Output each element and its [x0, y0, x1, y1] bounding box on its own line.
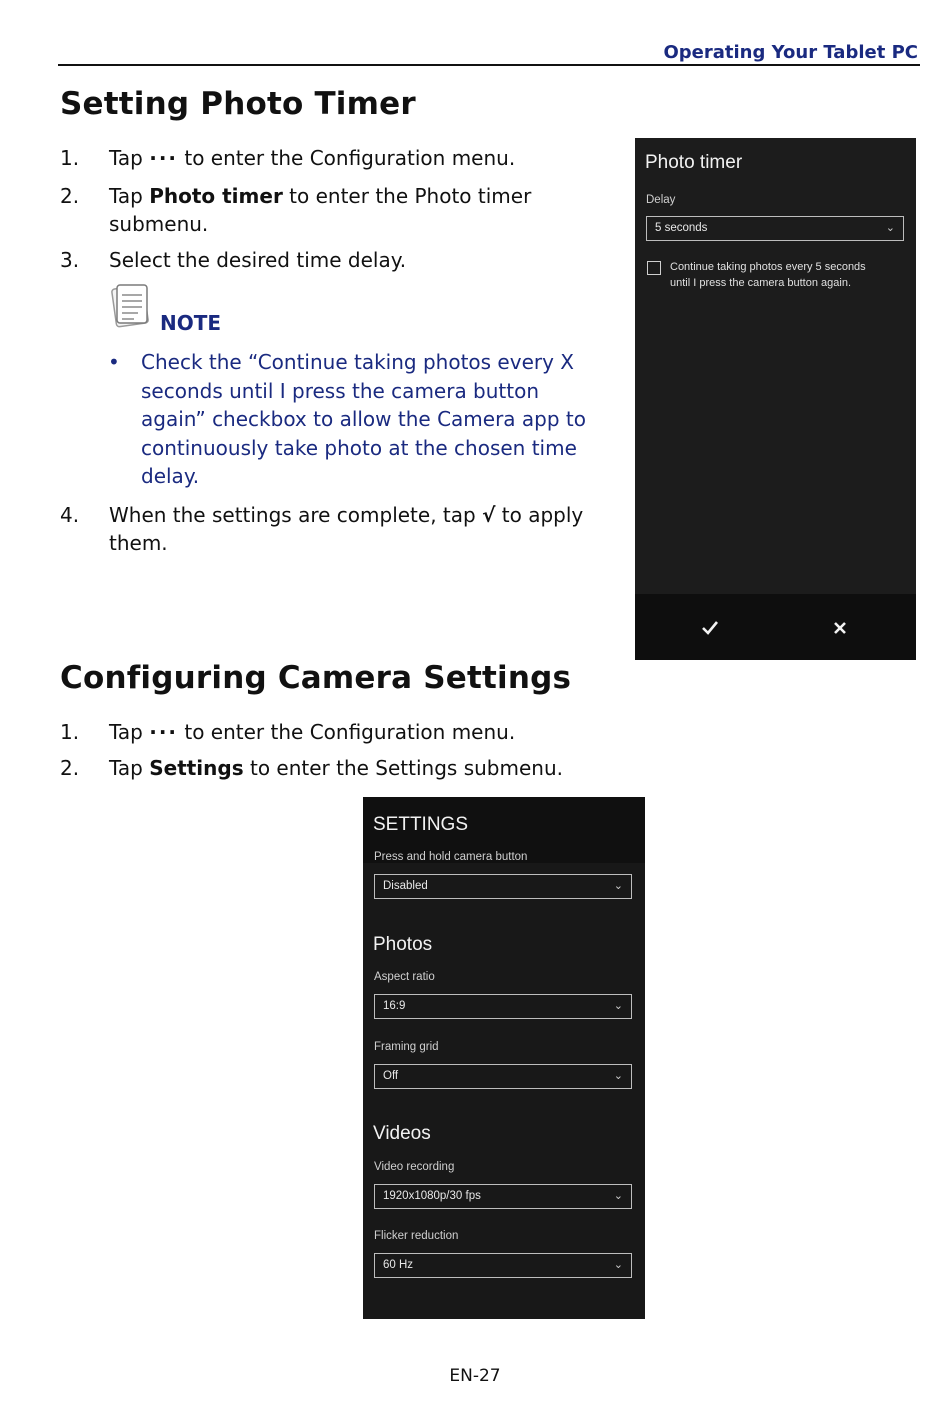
photo-timer-step-4: 4. When the settings are complete, tap √ to apply them. — [60, 503, 584, 555]
page-number: EN-27 — [449, 1366, 501, 1386]
note-icon — [110, 283, 152, 329]
check-icon[interactable] — [701, 620, 719, 635]
photo-timer-step-1: 1. Tap ··· to enter the Configuration menu. — [60, 146, 516, 170]
photo-timer-screenshot — [635, 138, 916, 660]
delay-label: Delay — [646, 194, 676, 206]
chevron-down-icon: ⌄ — [885, 222, 895, 234]
photo-timer-step-2: 2. Tap Photo timer to enter the Photo timer submenu. — [60, 184, 532, 236]
continue-checkbox[interactable] — [647, 261, 661, 275]
photo-timer-heading: Setting Photo Timer — [60, 86, 416, 122]
camera-settings-step-1: 1. Tap ··· to enter the Configuration menu. — [60, 720, 516, 744]
press-hold-label: Press and hold camera button — [374, 851, 528, 863]
note-bullet: • Check the “Continue taking photos every X seconds until I press the camera button again” checkbox to allow the Camera app to continuously take photo at the chosen time delay. — [108, 348, 603, 490]
settings-screen-title: SETTINGS — [373, 814, 469, 835]
videos-section-title: Videos — [373, 1123, 431, 1144]
note-label: NOTE — [160, 311, 222, 335]
chevron-down-icon: ⌄ — [613, 1190, 623, 1202]
chevron-down-icon: ⌄ — [613, 1259, 623, 1271]
close-icon[interactable] — [833, 621, 847, 635]
settings-screenshot — [363, 797, 645, 1319]
flicker-reduction-label: Flicker reduction — [374, 1230, 459, 1242]
chevron-down-icon: ⌄ — [613, 880, 623, 892]
camera-settings-step-2: 2. Tap Settings to enter the Settings submenu. — [60, 756, 563, 780]
camera-settings-heading: Configuring Camera Settings — [60, 660, 572, 696]
note-text: Check the “Continue taking photos every X seconds until I press the camera button again” checkbox to allow the Camera app to continuously take photo at the chosen time delay. — [141, 350, 586, 488]
section-title: Operating Your Tablet PC — [663, 42, 918, 63]
delay-select[interactable]: 5 seconds ⌄ — [646, 216, 904, 241]
press-hold-select[interactable]: Disabled ⌄ — [374, 874, 632, 899]
more-options-icon: ··· — [149, 146, 179, 170]
aspect-ratio-select[interactable]: 16:9 ⌄ — [374, 994, 632, 1019]
checkmark-symbol: √ — [482, 503, 496, 527]
chevron-down-icon: ⌄ — [613, 1070, 623, 1082]
chevron-down-icon: ⌄ — [613, 1000, 623, 1012]
framing-grid-select[interactable]: Off ⌄ — [374, 1064, 632, 1089]
flicker-reduction-select[interactable]: 60 Hz ⌄ — [374, 1253, 632, 1278]
video-recording-label: Video recording — [374, 1161, 455, 1173]
continue-checkbox-label: Continue taking photos every 5 seconds until I press the camera button again. — [670, 261, 866, 289]
photos-section-title: Photos — [373, 934, 433, 955]
photo-timer-step-3: 3. Select the desired time delay. — [60, 248, 407, 272]
aspect-ratio-label: Aspect ratio — [374, 971, 435, 983]
more-options-icon: ··· — [149, 720, 179, 744]
timer-action-bar — [635, 594, 916, 660]
page-header — [58, 42, 920, 66]
video-recording-select[interactable]: 1920x1080p/30 fps ⌄ — [374, 1184, 632, 1209]
framing-grid-label: Framing grid — [374, 1041, 439, 1053]
timer-screen-title: Photo timer — [645, 152, 743, 173]
